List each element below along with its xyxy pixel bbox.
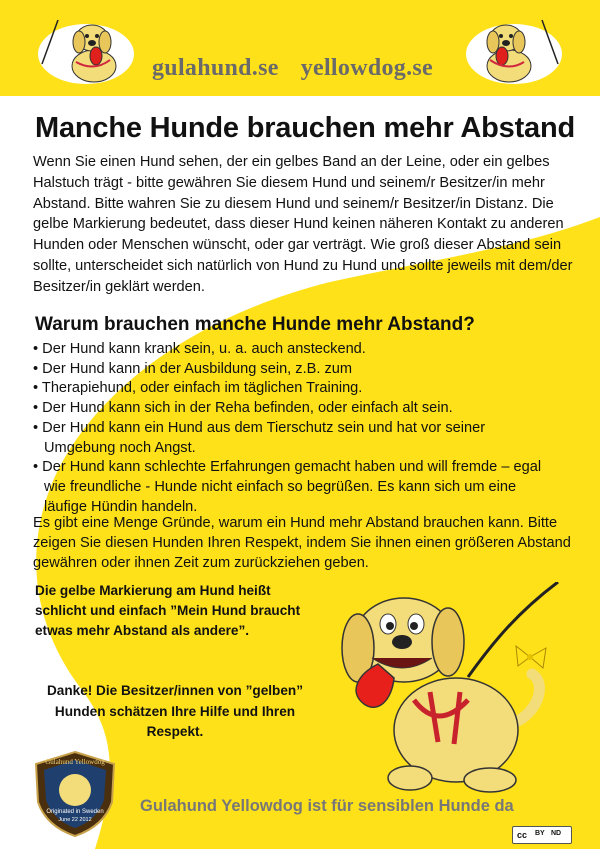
nd-icon: ND	[551, 830, 562, 837]
cc-icon: cc	[517, 830, 528, 840]
by-icon: BY	[535, 830, 545, 837]
reasons-list	[33, 340, 553, 517]
dog-logo-left	[36, 12, 136, 97]
footer-tagline: Gulahund Yellowdog ist für sensiblen Hunde da	[140, 797, 514, 815]
reason-item: • Der Hund kann in der Ausbildung sein, z.B. zum	[33, 360, 553, 380]
thanks-statement: Danke! Die Besitzer/innen von ”gelben” Hunden schätzen Ihre Hilfe und Ihren Respekt.	[46, 683, 304, 739]
reasons-heading: Warum brauchen manche Hunde mehr Abstand?	[35, 314, 475, 335]
page-title: Manche Hunde brauchen mehr Abstand	[35, 112, 575, 144]
badge-name: Gulahund Yellowdog	[45, 758, 105, 766]
sitting-dog-illustration	[318, 582, 588, 802]
badge-origin: Originated in Sweden	[46, 809, 104, 815]
badge-date: June 22 2012	[58, 817, 92, 823]
reason-item: • Der Hund kann ein Hund aus dem Tierschutz sein und hat vor seiner Umgebung noch Angst.	[33, 419, 553, 458]
intro-paragraph: Wenn Sie einen Hund sehen, der ein gelbes Band an der Leine, oder ein gelbes Halstuch trägt - bitte gewähren Sie diesem Hund und seinem/r Besitzer/in mehr Abstand. Bitte wahren Sie zu diesem Hund und seinem/r Besitzer/in Distanz. Die gelbe Markierung bedeutet, dass dieser Hund keinen näheren Kontakt zu anderen Hunden oder Menschen wünscht, oder gar verträgt. Wie groß dieser Abstand sein sollte, unterscheidet sich natürlich von Hund zu Hund und sollte jeweils mit dem/der Besitzer/in geklärt werden.	[33, 154, 573, 295]
reason-item: • Der Hund kann schlechte Erfahrungen gemacht haben und will fremde – egal wie freundliche - Hunde nicht einfach so begrüßen. Es kann sich um eine läufige Hündin handeln.	[33, 458, 553, 517]
reason-item: • Der Hund kann sich in der Reha befinden, oder einfach alt sein.	[33, 399, 553, 419]
reason-item: • Der Hund kann krank sein, u. a. auch ansteckend.	[33, 340, 553, 360]
site-yellowdog[interactable]: yellowdog.se	[300, 55, 433, 81]
site-names	[152, 55, 455, 82]
site-gulahund[interactable]: gulahund.se	[152, 55, 279, 81]
dog-logo-right	[464, 12, 564, 97]
marker-statement: Die gelbe Markierung am Hund heißt schlicht und einfach ”Mein Hund braucht etwas mehr Abstand als andere”.	[35, 583, 301, 638]
cc-license-badge[interactable]	[512, 826, 572, 844]
conclusion-paragraph: Es gibt eine Menge Gründe, warum ein Hund mehr Abstand brauchen kann. Bitte zeigen Sie diesen Hunden Ihren Respekt, indem Sie ihnen einen größeren Abstand gewähren oder ihnen Zeit zum zurückziehen geben.	[33, 515, 571, 571]
reason-item: • Therapiehund, oder einfach im täglichen Training.	[33, 379, 553, 399]
gulahund-badge	[32, 750, 118, 838]
